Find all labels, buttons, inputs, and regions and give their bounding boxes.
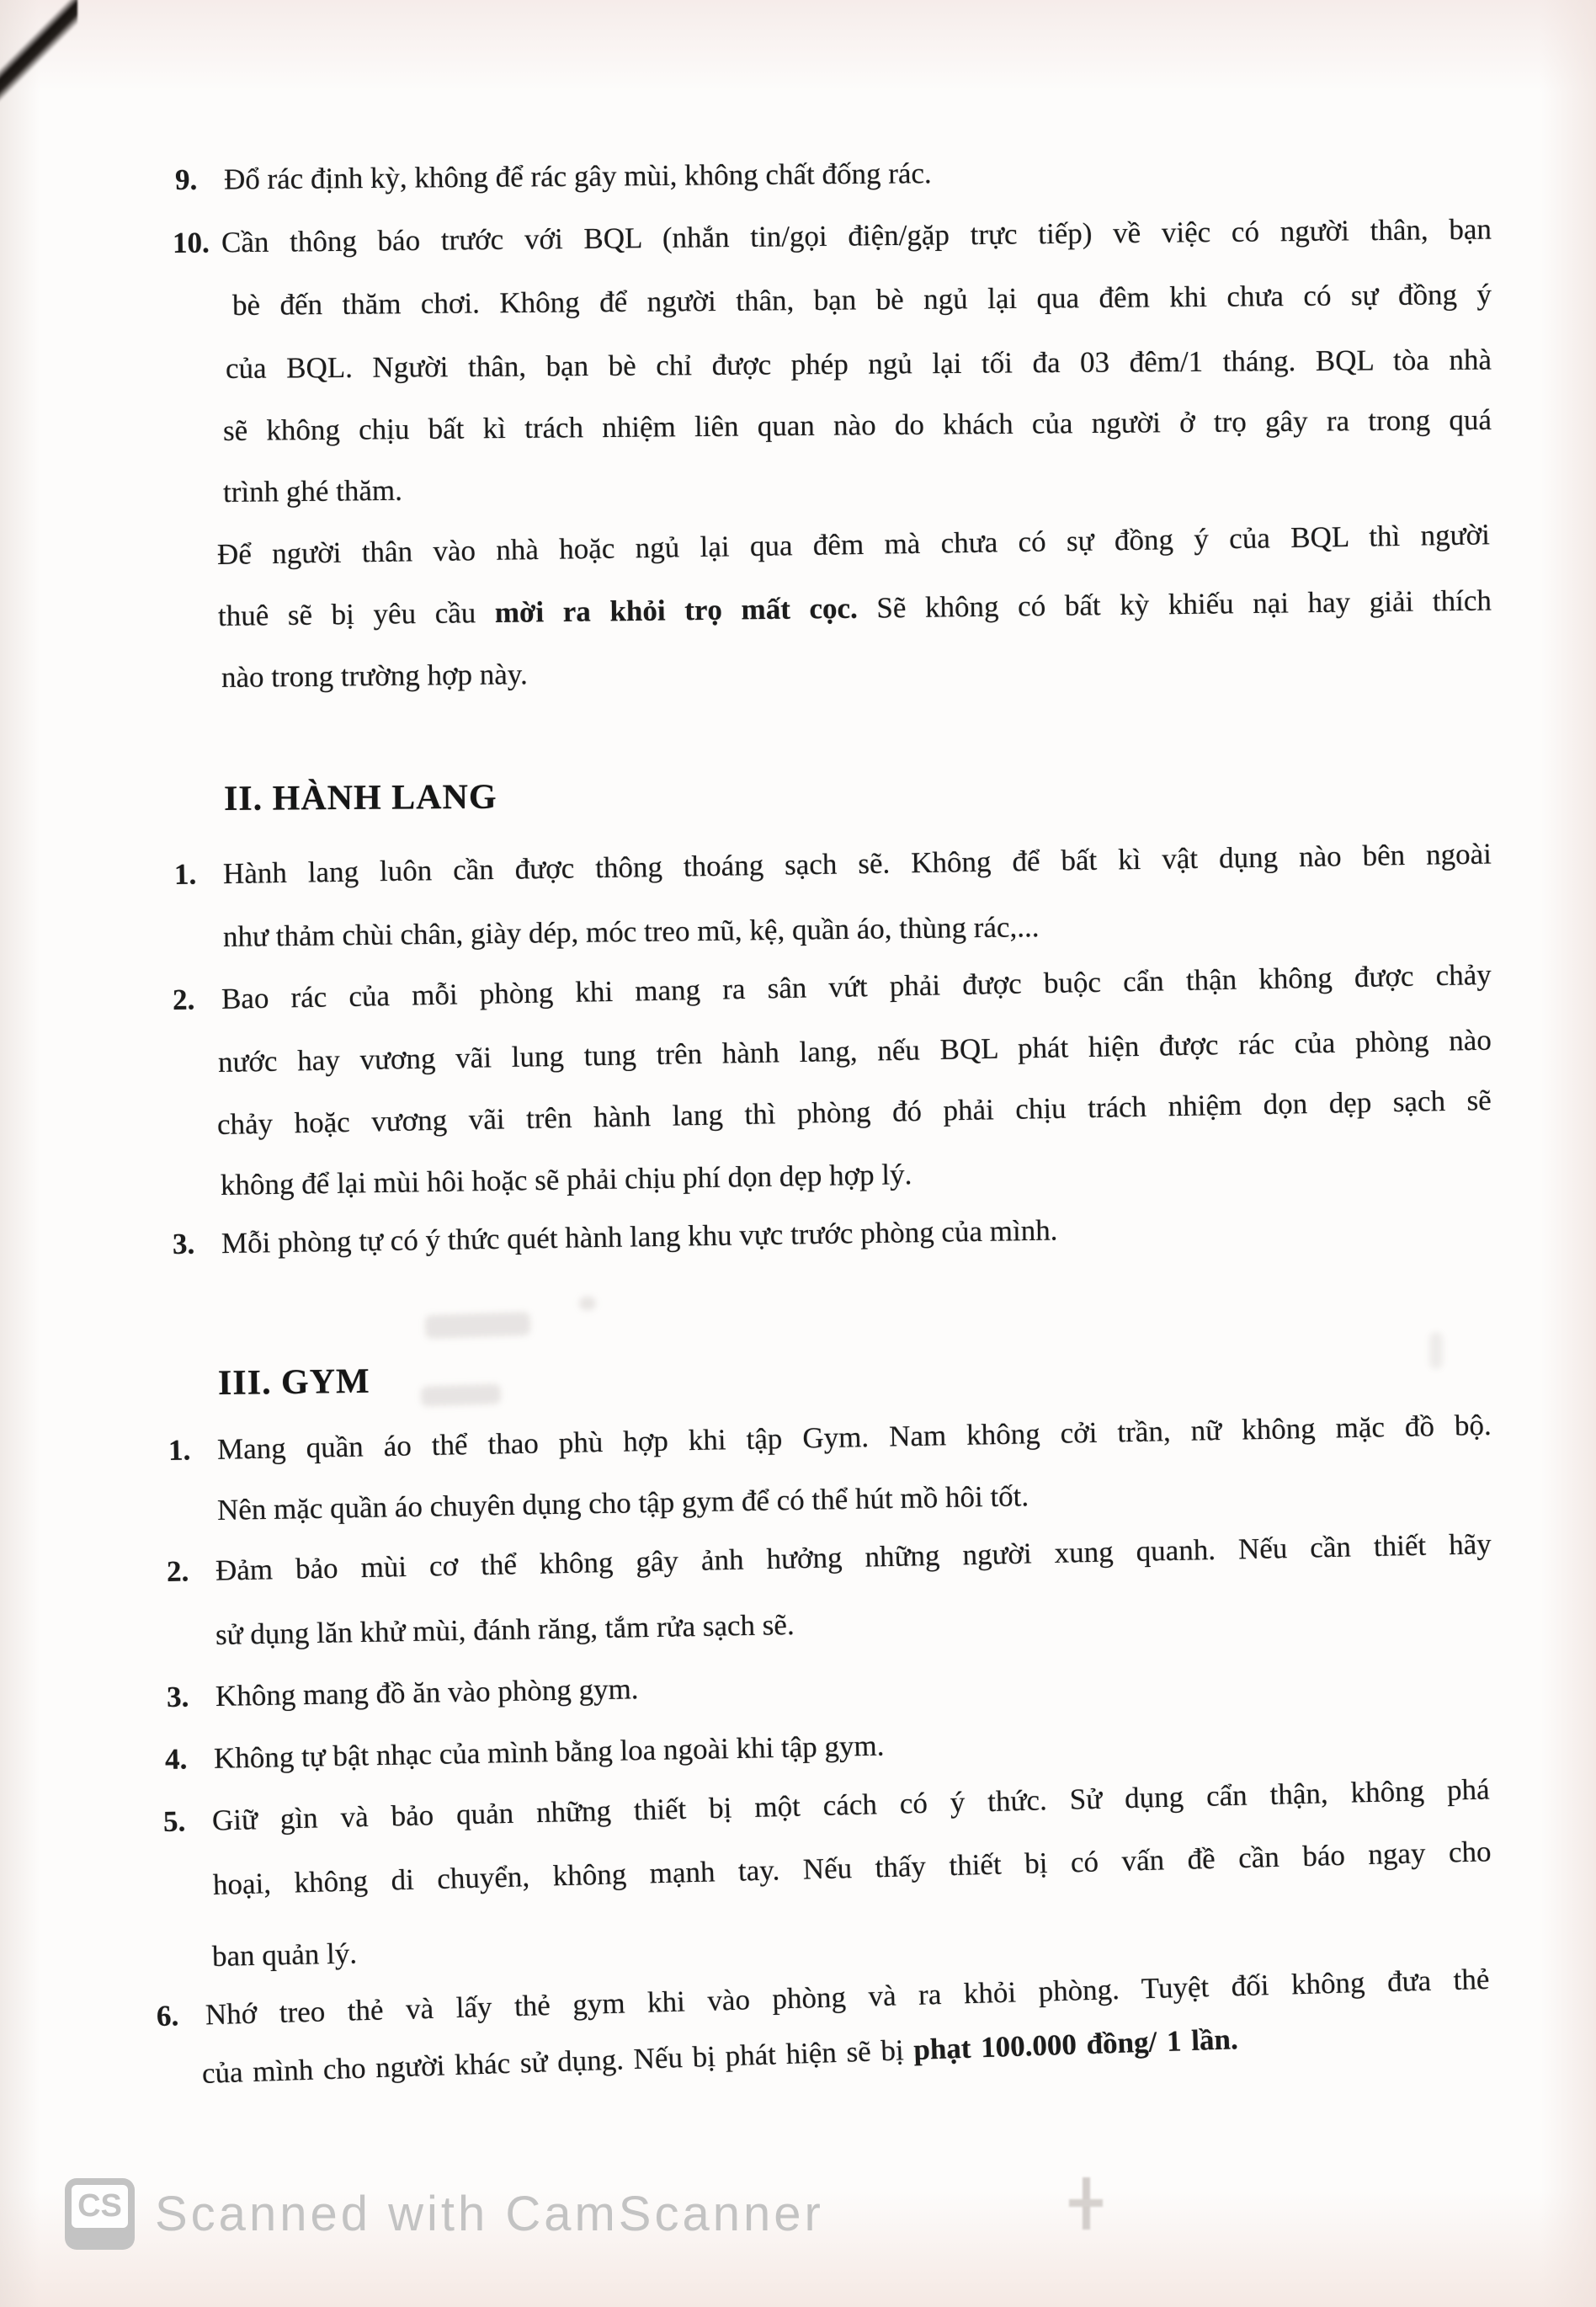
- rule-text: như thảm chùi chân, giày dép, móc treo mũ, kệ, quần áo, thùng rác,...: [222, 910, 1040, 953]
- scan-artifact-smudge: [421, 1383, 502, 1406]
- rule-text-emphasis: mời ra khỏi trọ mất cọc.: [494, 591, 859, 629]
- rule-text: của mình cho người khác sử dụng. Nếu bị phát hiện sẽ bị: [201, 2033, 915, 2090]
- rule-paragraph-line: [218, 580, 1492, 637]
- rule-continuation-line: [218, 1020, 1492, 1084]
- cs-icon: CS: [77, 2188, 122, 2224]
- rule-continuation-line: [221, 1154, 912, 1207]
- rule-continuation-line: [223, 470, 402, 514]
- camscanner-watermark-label: Scanned with CamScanner: [155, 2187, 824, 2241]
- list-number: 2.: [172, 983, 195, 1016]
- rule-item-1: [168, 1404, 1492, 1472]
- rule-continuation-line: [215, 1604, 795, 1656]
- rule-continuation-line: [223, 399, 1492, 452]
- rule-text: sử dụng lăn khử mùi, đánh răng, tắm rửa sạch sẽ.: [215, 1608, 795, 1651]
- camscanner-logo: [65, 2178, 135, 2250]
- list-number: 6.: [156, 1999, 179, 2033]
- section-heading-hanh-lang: II. HÀNH LANG: [223, 777, 497, 818]
- rule-text: Để người thân vào nhà hoặc ngủ lại qua đêm mà chưa có sự đồng ý của BQL thì người: [216, 518, 1491, 571]
- rule-text: Nhớ treo thẻ và lấy thẻ gym khi vào phòng và ra khỏi phòng. Tuyệt đối không đưa thẻ: [205, 1962, 1490, 2032]
- camscanner-logo-inner: [72, 2185, 128, 2228]
- rule-item-3: [173, 1209, 1058, 1265]
- rule-continuation-line: [226, 339, 1492, 390]
- rule-text: Đảm bảo mùi cơ thể không gây ảnh hưởng những người xung quanh. Nếu cần thiết hãy: [215, 1527, 1492, 1587]
- rule-text-emphasis: phạt 100.000 đồng/ 1 lần.: [912, 2022, 1239, 2066]
- list-number: 4.: [164, 1742, 188, 1776]
- rule-text: thuê sẽ bị yêu cầu: [217, 595, 496, 632]
- rule-text: Nên mặc quần áo chuyên dụng cho tập gym để có thể hút mồ hôi tốt.: [216, 1479, 1029, 1526]
- rule-text: Giữ gìn và bảo quản những thiết bị một cách có ý thức. Sử dụng cẩn thận, không phá: [211, 1772, 1490, 1837]
- rule-text: Hành lang luôn cần được thông thoáng sạch sẽ. Không để bất kì vật dụng nào bên ngoài: [222, 837, 1492, 891]
- list-number: 5.: [162, 1804, 186, 1838]
- rule-continuation-line: [217, 1475, 1029, 1532]
- rule-item-3: [167, 1668, 639, 1718]
- list-number: 1.: [173, 857, 197, 891]
- rule-continuation-line: [223, 906, 1040, 958]
- rule-item-4: [165, 1725, 885, 1781]
- list-number: 3.: [172, 1227, 195, 1260]
- rule-text: Không mang đồ ăn vào phòng gym.: [215, 1672, 639, 1713]
- rule-text: Sẽ không có bất kỳ khiếu nại hay giải thích: [857, 583, 1492, 625]
- list-number: 9.: [174, 163, 198, 196]
- rule-text: Mỗi phòng tự có ý thức quét hành lang khu vực trước phòng của mình.: [221, 1213, 1058, 1260]
- rule-text: Cần thông báo trước với BQL (nhắn tin/gọi điện/gặp trực tiếp) về việc có người thân, bạn: [221, 212, 1492, 259]
- rule-text: ban quản lý.: [211, 1937, 358, 1973]
- scan-artifact-smudge: [1429, 1332, 1443, 1369]
- rule-text: không để lại mùi hôi hoặc sẽ phải chịu phí dọn dẹp hợp lý.: [220, 1158, 912, 1201]
- list-number: 10.: [172, 226, 210, 259]
- rule-text: của BQL. Người thân, bạn bè chỉ được phép ngủ lại tối đa 03 đêm/1 tháng. BQL tòa nhà: [225, 343, 1492, 385]
- rule-paragraph-line: [217, 514, 1491, 576]
- rule-item-9: [175, 152, 932, 201]
- rule-item-10: [173, 209, 1492, 264]
- rule-text: nước hay vương vãi lung tung trên hành lang, nếu BQL phát hiện được rác của phòng nào: [217, 1023, 1492, 1079]
- rule-continuation-line: [212, 1830, 1492, 1906]
- rule-continuation-line: [232, 274, 1492, 327]
- scan-artifact-cross: [1069, 2199, 1103, 2207]
- rule-text: bè đến thăm chơi. Không để người thân, bạn bè ngủ lại qua đêm khi chưa có sự đồng ý: [231, 277, 1492, 322]
- list-number: 2.: [166, 1554, 189, 1588]
- rule-item-2: [173, 954, 1492, 1021]
- rule-text: Bao rác của mỗi phòng khi mang ra sân vứt phải được buộc cẩn thận không được chảy: [221, 957, 1492, 1015]
- list-number: 3.: [166, 1680, 189, 1713]
- rule-continuation-line: [211, 1932, 357, 1978]
- rule-item-1: [174, 833, 1492, 896]
- rule-text: trình ghé thăm.: [222, 473, 403, 509]
- rule-text: nào trong trường hợp này.: [221, 658, 528, 694]
- section-heading-gym: III. GYM: [217, 1361, 370, 1403]
- rule-text: Mang quần áo thể thao phù hợp khi tập Gym. Nam không cởi trần, nữ không mặc đồ bộ.: [216, 1408, 1492, 1466]
- rule-text: Không tự bật nhạc của mình bằng loa ngoài khi tập gym.: [213, 1729, 885, 1775]
- rule-item-5: [162, 1769, 1490, 1843]
- rule-continuation-line: [217, 1079, 1492, 1146]
- list-number: 1.: [168, 1433, 191, 1467]
- rule-text: sẽ không chịu bất kì trách nhiệm liên quan nào do khách của người ở trọ gây ra trong quá: [222, 402, 1492, 447]
- rule-text: hoại, không di chuyển, không mạnh tay. Nếu thấy thiết bị có vấn đề cần báo ngay cho: [212, 1835, 1492, 1901]
- scan-artifact-smudge: [579, 1297, 596, 1310]
- scan-artifact-smudge: [425, 1312, 531, 1339]
- rule-item-2: [166, 1523, 1492, 1593]
- rule-text: chảy hoặc vương vãi trên hành lang thì phòng đó phải chịu trách nhiệm dọn dẹp sạch sẽ: [216, 1083, 1492, 1141]
- rule-text: Đổ rác định kỳ, không để rác gây mùi, không chất đống rác.: [223, 157, 932, 196]
- rule-paragraph-line: [221, 653, 528, 699]
- scan-artifact-corner-streak: [0, 0, 77, 147]
